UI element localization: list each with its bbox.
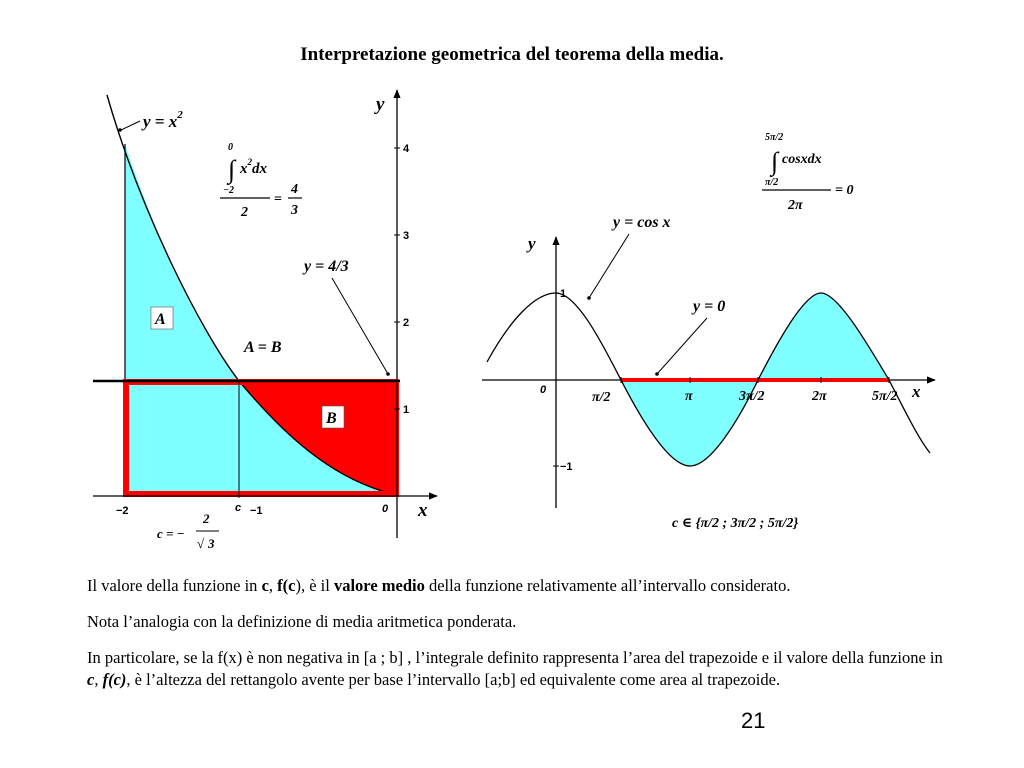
left-x-axis-label: x: [418, 500, 428, 521]
left-y-tick-3: 3: [403, 230, 410, 242]
cos-mean-label: y = 0: [693, 298, 726, 315]
integral-result-den: 3: [291, 203, 298, 218]
right-y-tick-neg1: −1: [560, 461, 573, 473]
right-x-tick-5pi-half: 5π/2: [872, 389, 898, 404]
integral-sign: ∫: [228, 155, 236, 184]
c-value-den: 3: [208, 536, 215, 551]
integral-equals: =: [274, 192, 282, 207]
area-equality-label: A = B: [244, 339, 282, 356]
right-x-tick-pi-half: π/2: [592, 390, 611, 405]
cos-integral-upper: 5π/2: [765, 132, 784, 143]
c-value-num: 2: [203, 511, 210, 526]
right-x-tick-3pi-half: 3π/2: [739, 389, 765, 404]
explanation-text: [87, 575, 947, 705]
right-x-tick-2pi: 2π: [812, 389, 827, 404]
integral-dx: dx: [252, 161, 267, 177]
left-x-tick-0: 0: [382, 503, 389, 515]
cos-integral-denominator: 2π: [788, 198, 803, 213]
left-x-tick-neg2: −2: [116, 505, 129, 517]
cos-integral-equals: = 0: [835, 183, 854, 198]
parabola-label-exp: 2: [177, 109, 183, 121]
cosine-label: y = cos x: [613, 214, 671, 231]
mean-line-label: y = 4/3: [304, 258, 349, 275]
left-figure: [93, 90, 437, 551]
left-integral-formula: [220, 142, 302, 220]
right-origin-label: 0: [540, 384, 547, 396]
right-integral-formula: [762, 132, 853, 213]
cosine-pointer-dot: [587, 296, 591, 300]
cos-positive-lobe-fill: [758, 293, 889, 380]
c-value-lhs: c = −: [157, 526, 185, 541]
cos-integral-lower: π/2: [765, 177, 779, 188]
c-value-formula: [157, 511, 219, 551]
cos-integral-integrand: cosxdx: [782, 152, 822, 167]
paragraph-mean-value: Il valore della funzione in c, f(c), è il valore medio della funzione relativamente all’intervallo considerato.: [87, 576, 791, 595]
integral-result-num: 4: [291, 182, 298, 197]
integral-integrand: x: [240, 161, 248, 177]
right-y-tick-1: 1: [560, 288, 567, 300]
svg-text:x2dx: [239, 157, 268, 177]
integral-lower-limit: −2: [223, 185, 235, 196]
cosine-pointer: [589, 234, 629, 298]
paragraph-particular: In particolare, se la f(x) è non negativa in [a ; b] , l’integrale definito rappresenta l’area del trapezoide e il valore della funzione in c, f(c), è l’altezza del rettangolo avente per base l’intervallo [a;b] ed equivalente come area al trapezoide.: [87, 648, 943, 689]
region-a-label: A: [155, 311, 166, 328]
parabola-pointer-dot: [118, 128, 122, 132]
left-y-tick-2: 2: [403, 317, 410, 329]
integral-denominator: 2: [241, 205, 248, 220]
right-x-tick-pi: π: [685, 389, 693, 404]
right-y-axis-label: y: [528, 234, 536, 253]
c-value-sqrt-sign: √: [197, 536, 205, 551]
left-x-tick-c: c: [235, 502, 242, 514]
cos-mean-pointer: [657, 318, 707, 374]
mean-line-pointer: [332, 278, 388, 374]
parabola-label: y = x: [143, 112, 178, 131]
integral-integrand-exp: 2: [247, 157, 252, 167]
integral-upper-limit: 0: [228, 142, 233, 153]
paragraph-analogy: Nota l’analogia con la definizione di media aritmetica ponderata.: [87, 612, 517, 631]
left-y-tick-4: 4: [403, 143, 410, 155]
parabola-pointer: [119, 121, 140, 131]
left-y-axis-label: y: [376, 94, 385, 115]
cos-integral-sign: ∫: [771, 147, 779, 176]
left-x-tick-neg1: −1: [250, 505, 263, 517]
cos-c-set: c ∈ {π/2 ; 3π/2 ; 5π/2}: [672, 516, 799, 531]
left-y-tick-1: 1: [403, 404, 410, 416]
mean-line-pointer-dot: [386, 372, 390, 376]
page-title: Interpretazione geometrica del teorema della media.: [300, 44, 724, 65]
svg-text:y = x2: [141, 109, 183, 131]
right-x-axis-label: x: [912, 382, 921, 401]
cos-mean-pointer-dot: [655, 372, 659, 376]
right-figure: [482, 132, 935, 531]
page-number: 21: [741, 708, 766, 733]
region-b-label: B: [326, 410, 337, 427]
